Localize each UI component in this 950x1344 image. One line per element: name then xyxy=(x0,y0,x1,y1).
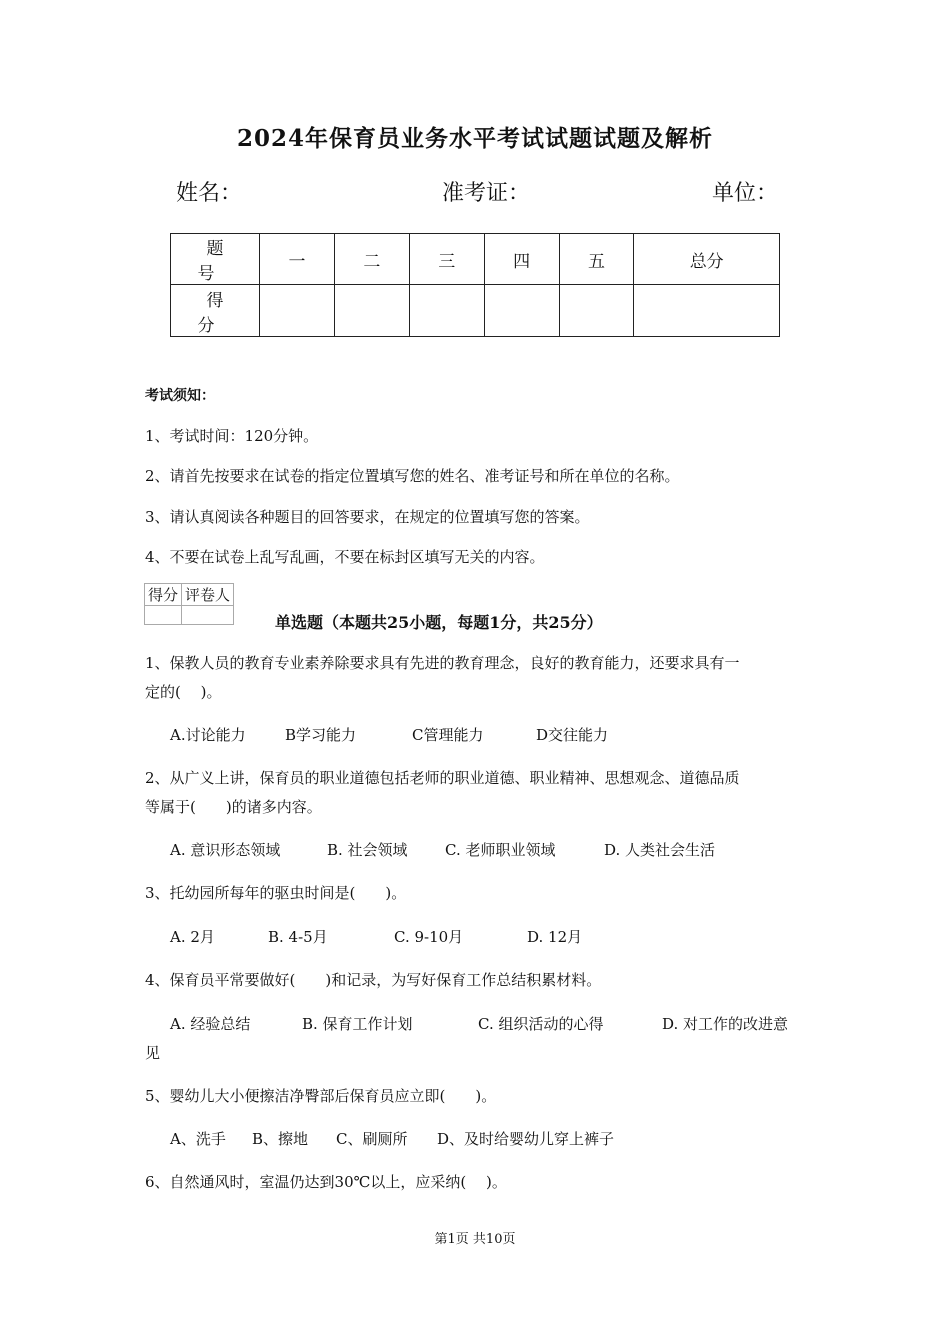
note-item: 3、请认真阅读各种题目的回答要求，在规定的位置填写您的答案。 xyxy=(145,508,590,526)
question-number-label: 题 号 xyxy=(171,234,260,285)
section-1-header: 一 xyxy=(260,234,335,285)
question-2-text: 2、从广义上讲，保育员的职业道德包括老师的职业道德、职业精神、思想观念、道德品质 xyxy=(145,769,740,787)
question-5-options xyxy=(170,1128,670,1150)
grader-name-label: 评卷人 xyxy=(182,584,234,606)
question-1-text: 1、保教人员的教育专业素养除要求具有先进的教育理念，良好的教育能力，还要求具有一 xyxy=(145,654,740,672)
option-c: C. 组织活动的心得 xyxy=(478,1015,604,1033)
section-4-header: 四 xyxy=(484,234,559,285)
option-d: D. 对工作的改进意 xyxy=(662,1015,789,1033)
option-c: C管理能力 xyxy=(412,726,484,744)
grader-box xyxy=(144,583,234,625)
option-c: C、刷厕所 xyxy=(336,1130,408,1148)
question-4-options xyxy=(170,1013,810,1035)
note-item: 1、考试时间：120分钟。 xyxy=(145,427,319,445)
option-d: D. 12月 xyxy=(527,928,583,946)
question-3-options xyxy=(170,926,670,948)
question-5-text: 5、婴幼儿大小便擦洁净臀部后保育员应立即( )。 xyxy=(145,1087,497,1105)
question-3-text: 3、托幼园所每年的驱虫时间是( )。 xyxy=(145,884,407,902)
section-title: 单选题（本题共25小题，每题1分，共25分） xyxy=(275,613,603,632)
score-table-score-row xyxy=(171,285,780,337)
option-a: A. 经验总结 xyxy=(170,1015,251,1033)
total-header: 总分 xyxy=(634,234,780,285)
score-cell xyxy=(334,285,409,337)
option-b: B学习能力 xyxy=(285,726,357,744)
question-2-options xyxy=(170,839,770,861)
option-d: D. 人类社会生活 xyxy=(604,841,716,859)
grader-score-cell xyxy=(145,606,182,625)
page-footer: 第1页 共10页 xyxy=(434,1232,516,1247)
option-b: B、擦地 xyxy=(252,1130,309,1148)
note-item: 2、请首先按要求在试卷的指定位置填写您的姓名、准考证号和所在单位的名称。 xyxy=(145,467,680,485)
score-cell xyxy=(409,285,484,337)
note-item: 4、不要在试卷上乱写乱画，不要在标封区填写无关的内容。 xyxy=(145,548,545,566)
score-table xyxy=(170,233,780,337)
exam-id-label: 准考证： xyxy=(442,181,531,206)
option-b: B. 保育工作计划 xyxy=(302,1015,413,1033)
option-a: A.讨论能力 xyxy=(170,726,246,744)
option-d: D、及时给婴幼儿穿上裤子 xyxy=(437,1130,615,1148)
question-1-options xyxy=(170,724,670,746)
name-label: 姓名： xyxy=(176,181,243,206)
option-b: B. 社会领域 xyxy=(327,841,408,859)
grader-score-label: 得分 xyxy=(145,584,182,606)
option-a: A. 意识形态领域 xyxy=(170,841,281,859)
question-1-text-cont: 定的( )。 xyxy=(145,683,222,701)
score-cell xyxy=(559,285,634,337)
option-c: C. 老师职业领域 xyxy=(445,841,556,859)
score-cell xyxy=(484,285,559,337)
question-4-option-wrap: 见 xyxy=(145,1044,161,1062)
score-cell xyxy=(634,285,780,337)
score-row-label: 得 分 xyxy=(171,285,260,337)
question-4-text: 4、保育员平常要做好( )和记录，为写好保育工作总结积累材料。 xyxy=(145,971,602,989)
section-2-header: 二 xyxy=(334,234,409,285)
option-a: A. 2月 xyxy=(170,928,215,946)
score-table-header-row xyxy=(171,234,780,285)
option-a: A、洗手 xyxy=(170,1130,226,1148)
grader-name-cell xyxy=(182,606,234,625)
section-3-header: 三 xyxy=(409,234,484,285)
option-b: B. 4-5月 xyxy=(268,928,328,946)
section-5-header: 五 xyxy=(559,234,634,285)
option-d: D交往能力 xyxy=(536,726,609,744)
identity-row xyxy=(172,176,782,208)
unit-label: 单位： xyxy=(712,181,779,206)
exam-title: 2024年保育员业务水平考试试题试题及解析 xyxy=(236,125,713,152)
question-6-text: 6、自然通风时，室温仍达到30℃以上，应采纳( )。 xyxy=(145,1173,507,1191)
question-2-text-cont: 等属于( )的诸多内容。 xyxy=(145,798,322,816)
option-c: C. 9-10月 xyxy=(394,928,464,946)
notes-title: 考试须知： xyxy=(145,388,215,404)
